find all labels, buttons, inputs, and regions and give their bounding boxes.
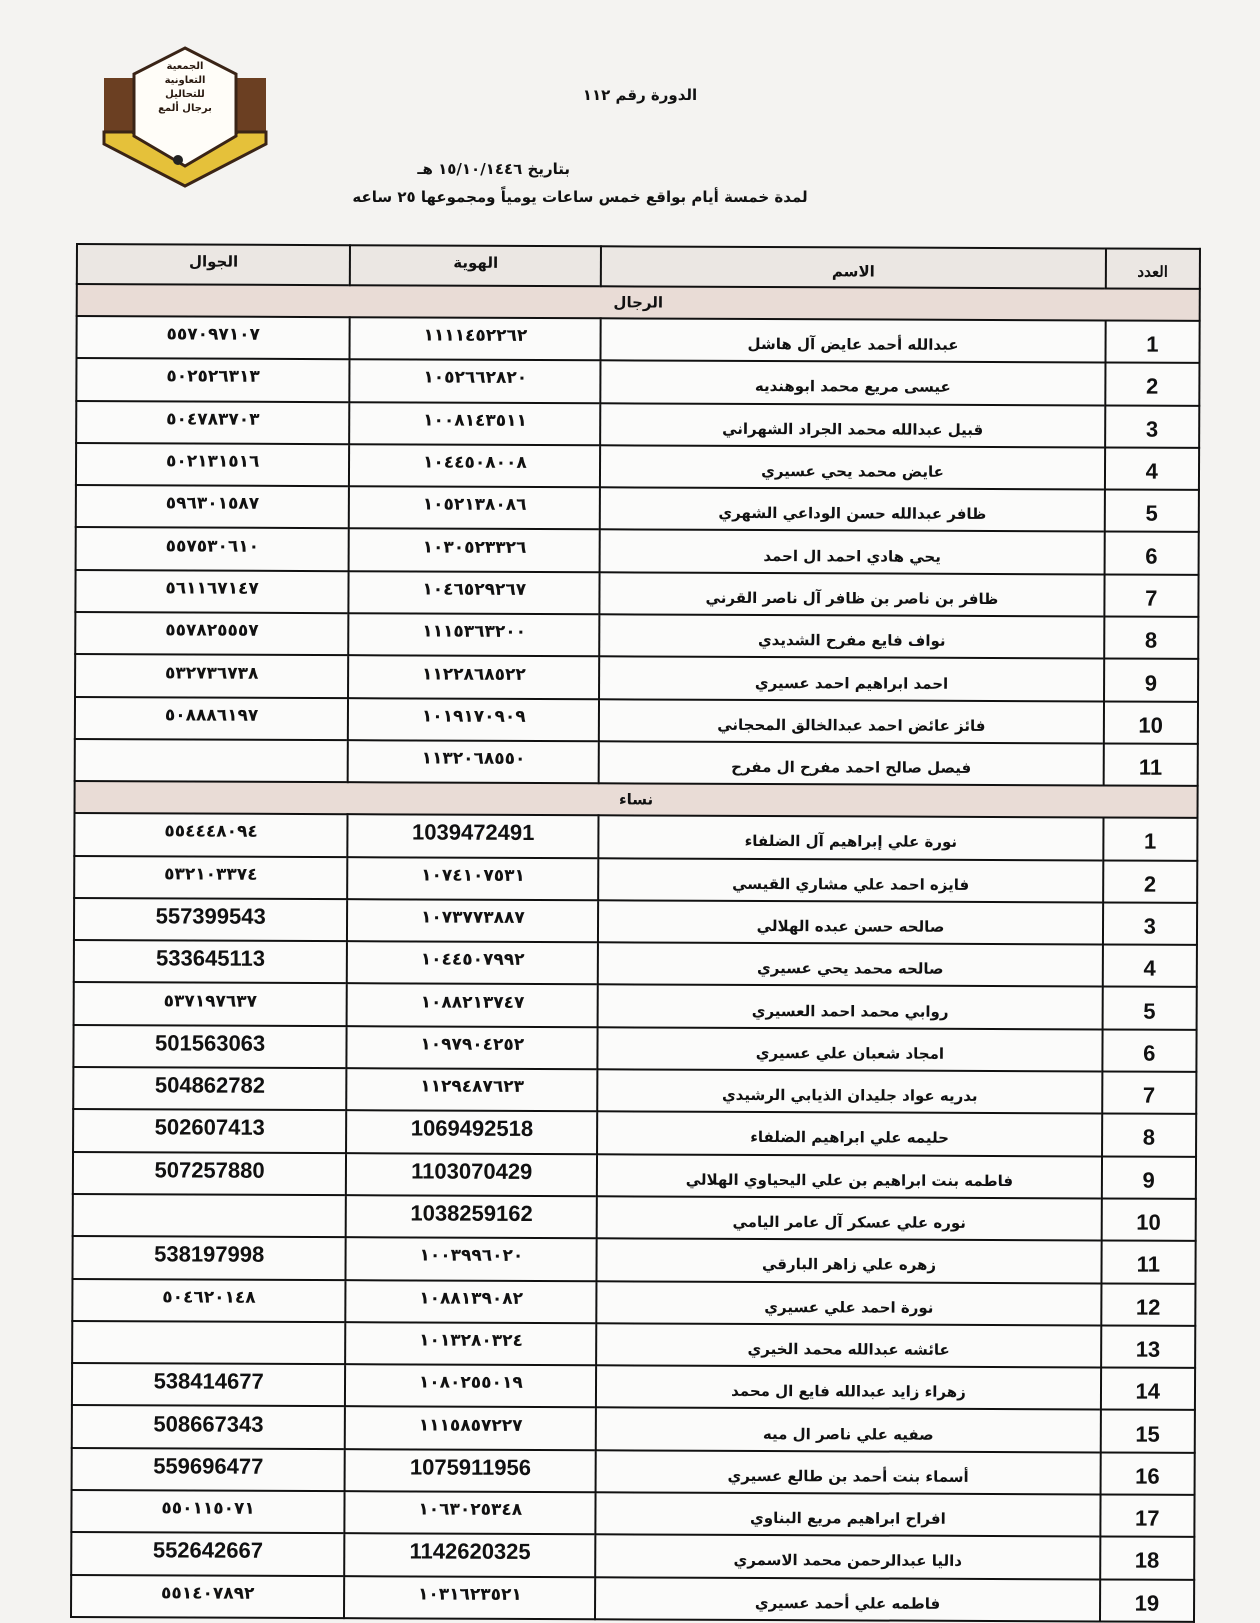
table-row	[71, 1575, 1194, 1622]
national-id: ١١٢٢٨٦٨٥٢٢	[348, 656, 599, 699]
national-id: ١١١١٤٥٢٢٦٢	[350, 317, 601, 360]
participant-name: احمد ابراهيم احمد عسيري	[599, 657, 1103, 701]
logo-text-line: الجمعية	[166, 61, 204, 72]
row-number: 1	[1105, 320, 1200, 363]
participant-name: نواف فايع مفرح الشديدي	[600, 614, 1104, 658]
participant-name: أسماء بنت أحمد بن طالع عسيري	[596, 1450, 1100, 1494]
national-id: ١١١٥٨٥٧٢٢٧	[345, 1407, 596, 1450]
mobile-number: 533645113	[74, 940, 347, 983]
mobile-number: 559696477	[72, 1448, 345, 1491]
column-header-num: العدد	[1105, 248, 1200, 288]
participant-name: بدريه عواد جليدان الذيابي الرشيدي	[598, 1069, 1102, 1113]
national-id: ١٠٨٠٢٥٥٠١٩	[345, 1364, 596, 1407]
row-number: 17	[1100, 1494, 1195, 1537]
mobile-number: ٥٥٠١١٥٠٧١	[71, 1490, 344, 1533]
mobile-number: 504862782	[73, 1067, 346, 1110]
participant-name: عبدالله أحمد عايض آل هاشل	[601, 318, 1105, 362]
logo-bee-icon	[173, 155, 183, 165]
section-header-row	[77, 284, 1200, 321]
table-row	[74, 898, 1197, 945]
national-id: ١٠٩٧٩٠٤٢٥٢	[347, 1026, 598, 1069]
logo-text-line: التعاونية	[164, 75, 206, 86]
row-number: 9	[1101, 1156, 1196, 1199]
column-header-name: الاسم	[601, 246, 1105, 288]
row-number: 11	[1101, 1241, 1196, 1284]
mobile-number: ٥٠٤٧٨٣٧٠٣	[76, 401, 349, 444]
mobile-number: 508667343	[72, 1405, 345, 1448]
mobile-number: ٥٩٦٣٠١٥٨٧	[76, 485, 349, 528]
table-row	[73, 1152, 1196, 1199]
participant-name: عايض محمد يحي عسيري	[600, 445, 1104, 489]
table-row	[75, 697, 1198, 744]
participant-name: فائز عائض احمد عبدالخالق المحجاني	[599, 699, 1103, 743]
mobile-number: 538414677	[72, 1363, 345, 1406]
national-id: 1075911956	[345, 1449, 596, 1492]
participant-name: نورة علي إبراهيم آل الضلفاء	[599, 816, 1103, 860]
course-date: بتاريخ ١٥/١٠/١٤٤٦ هـ	[417, 160, 570, 178]
row-number: 4	[1102, 945, 1197, 988]
participant-name: زهره علي زاهر البارقي	[597, 1239, 1101, 1283]
national-id: 1103070429	[346, 1153, 597, 1196]
national-id: ١٠٣١٦٢٣٥٢١	[344, 1576, 595, 1619]
mobile-number: ٥٣٢٧٣٦٧٣٨	[75, 654, 348, 697]
table-body	[71, 284, 1200, 1622]
participant-name: صالحه محمد يحي عسيري	[598, 942, 1102, 986]
table-row	[74, 982, 1197, 1029]
logo-text	[150, 60, 220, 116]
logo-text-line: برجال ألمع	[158, 103, 212, 114]
row-number: 8	[1102, 1114, 1197, 1157]
national-id: ١٠١٣٢٨٠٣٢٤	[345, 1322, 596, 1365]
logo-text-line: للتحاليل	[165, 89, 205, 100]
row-number: 2	[1103, 860, 1198, 903]
row-number: 4	[1105, 447, 1200, 490]
mobile-number: 507257880	[73, 1152, 346, 1195]
row-number: 8	[1104, 617, 1199, 660]
mobile-number: ٥٥١٤٠٧٨٩٢	[71, 1575, 344, 1618]
table-row	[76, 401, 1199, 448]
row-number: 7	[1104, 574, 1199, 617]
table-row	[75, 570, 1198, 617]
participant-name: فاطمه بنت ابراهيم بن علي اليحياوي الهلالي	[597, 1154, 1101, 1198]
row-number: 1	[1103, 818, 1198, 861]
mobile-number: ٥٣٧١٩٧٦٣٧	[74, 982, 347, 1025]
mobile-number	[72, 1321, 345, 1364]
national-id: 1069492518	[346, 1111, 597, 1154]
national-id: ١٠٠٨١٤٣٥١١	[349, 402, 600, 445]
mobile-number: ٥٥٧٥٣٠٦١٠	[76, 527, 349, 570]
mobile-number: ٥٠٨٨٨٦١٩٧	[75, 697, 348, 740]
mobile-number: 552642667	[71, 1532, 344, 1575]
row-number: 3	[1105, 405, 1200, 448]
participant-name: نوره علي عسكر آل عامر اليامي	[597, 1196, 1101, 1240]
national-id: ١٠٣٠٥٢٣٣٢٦	[349, 529, 600, 572]
course-duration: لمدة خمسة أيام بواقع خمس ساعات يومياً ومجموعها ٢٥ ساعه	[352, 188, 808, 206]
mobile-number: ٥٦١١٦٧١٤٧	[75, 570, 348, 613]
table-row	[71, 1490, 1194, 1537]
table-row	[74, 940, 1197, 987]
participant-name: يحي هادي احمد ال احمد	[600, 530, 1104, 574]
table-row	[75, 739, 1198, 786]
national-id: ١٠٠٣٩٩٦٠٢٠	[346, 1237, 597, 1280]
table-row	[73, 1025, 1196, 1072]
table-row	[72, 1236, 1195, 1283]
row-number: 12	[1101, 1283, 1196, 1326]
national-id: 1039472491	[348, 814, 599, 857]
mobile-number: 538197998	[72, 1236, 345, 1279]
national-id: ١١١٥٣٦٣٢٠٠	[348, 613, 599, 656]
table-row	[71, 1532, 1194, 1579]
mobile-number: 557399543	[74, 898, 347, 941]
row-number: 11	[1103, 743, 1198, 786]
participant-name: امجاد شعبان علي عسيري	[598, 1027, 1102, 1071]
row-number: 10	[1101, 1198, 1196, 1241]
row-number: 5	[1102, 987, 1197, 1030]
participant-name: روابي محمد احمد العسيري	[598, 985, 1102, 1029]
table-row	[76, 316, 1199, 363]
national-id: ١٠٨٨٢١٣٧٤٧	[347, 984, 598, 1027]
mobile-number	[73, 1194, 346, 1237]
national-id: ١٠٤٤٥٠٨٠٠٨	[349, 444, 600, 487]
mobile-number	[75, 739, 348, 782]
row-number: 15	[1100, 1410, 1195, 1453]
national-id: ١١٣٢٠٦٨٥٥٠	[348, 740, 599, 783]
participant-name: قبيل عبدالله محمد الجراد الشهراني	[600, 403, 1104, 447]
table-row	[74, 813, 1197, 860]
mobile-number: ٥٥٧٠٩٧١٠٧	[76, 316, 349, 359]
mobile-number: ٥٣٢١٠٣٣٧٤	[74, 856, 347, 899]
table-row	[76, 527, 1199, 574]
table-row	[73, 1067, 1196, 1114]
national-id: 1038259162	[346, 1195, 597, 1238]
mobile-number: ٥٥٤٤٤٨٠٩٤	[74, 813, 347, 856]
table-row	[72, 1321, 1195, 1368]
participant-name: عائشه عبدالله محمد الخيري	[596, 1323, 1100, 1367]
table-header-row	[77, 244, 1200, 289]
mobile-number: 501563063	[73, 1025, 346, 1068]
row-number: 10	[1103, 701, 1198, 744]
row-number: 16	[1100, 1452, 1195, 1495]
table-row	[73, 1194, 1196, 1241]
row-number: 5	[1104, 490, 1199, 533]
participant-name: حليمه علي ابراهيم الضلفاء	[597, 1112, 1101, 1156]
table-row	[72, 1363, 1195, 1410]
table-row	[74, 856, 1197, 903]
participant-name: زهراء زايد عبدالله فايع ال محمد	[596, 1365, 1100, 1409]
participants-table	[70, 243, 1201, 1623]
participant-name: ظافر بن ناصر بن ظافر آل ناصر القرني	[600, 572, 1104, 616]
mobile-number: 502607413	[73, 1109, 346, 1152]
table-row	[72, 1448, 1195, 1495]
row-number: 14	[1101, 1368, 1196, 1411]
section-title: الرجال	[77, 284, 1200, 321]
participant-name: صالحه حسن عبده الهلالي	[598, 900, 1102, 944]
row-number: 19	[1100, 1579, 1195, 1622]
national-id: ١٠٤٤٥٠٧٩٩٢	[347, 941, 598, 984]
national-id: ١٠٧٣٧٧٣٨٨٧	[347, 899, 598, 942]
participant-name: ظافر عبدالله حسن الوداعي الشهري	[600, 487, 1104, 531]
participant-name: نورة احمد علي عسيري	[597, 1281, 1101, 1325]
national-id: ١٠٥٢٦٦٢٨٢٠	[350, 359, 601, 402]
national-id: ١٠٨٨١٣٩٠٨٢	[346, 1280, 597, 1323]
logo-left-pillar	[104, 78, 134, 136]
row-number: 3	[1103, 902, 1198, 945]
row-number: 6	[1102, 1029, 1197, 1072]
participant-name: فايزه احمد علي مشاري القيسي	[598, 858, 1102, 902]
table-row	[73, 1109, 1196, 1156]
participant-name: فاطمه علي أحمد عسيري	[595, 1577, 1099, 1621]
mobile-number: ٥٠٢٥٢٦٣١٣	[76, 358, 349, 401]
national-id: ١٠١٩١٧٠٩٠٩	[348, 698, 599, 741]
mobile-number: ٥٠٤٦٢٠١٤٨	[72, 1279, 345, 1322]
national-id: ١٠٤٦٥٢٩٢٦٧	[349, 571, 600, 614]
row-number: 18	[1100, 1537, 1195, 1580]
section-title: نساء	[75, 781, 1198, 818]
table-row	[72, 1279, 1195, 1326]
participant-name: فيصل صالح احمد مفرح ال مفرح	[599, 741, 1103, 785]
table-row	[76, 358, 1199, 405]
association-logo	[98, 44, 272, 190]
table-row	[76, 485, 1199, 532]
national-id: ١١٢٩٤٨٧٦٢٣	[346, 1068, 597, 1111]
national-id: 1142620325	[344, 1533, 595, 1576]
row-number: 6	[1104, 532, 1199, 575]
row-number: 2	[1105, 363, 1200, 406]
table-row	[76, 443, 1199, 490]
column-header-id: الهوية	[350, 245, 601, 286]
participant-name: صفيه علي ناصر ال ميه	[596, 1408, 1100, 1452]
participant-name: افراح ابراهيم مريع البناوي	[596, 1492, 1100, 1536]
column-header-phone: الجوال	[77, 244, 350, 285]
row-number: 7	[1102, 1072, 1197, 1115]
table-row	[72, 1405, 1195, 1452]
table-row	[75, 654, 1198, 701]
national-id: ١٠٧٤١٠٧٥٣١	[347, 857, 598, 900]
row-number: 9	[1104, 659, 1199, 702]
logo-right-pillar	[236, 78, 266, 136]
mobile-number: ٥٥٧٨٢٥٥٥٧	[75, 612, 348, 655]
row-number: 13	[1101, 1325, 1196, 1368]
table-row	[75, 612, 1198, 659]
mobile-number: ٥٠٢١٣١٥١٦	[76, 443, 349, 486]
national-id: ١٠٥٢١٣٨٠٨٦	[349, 486, 600, 529]
participant-name: عيسى مريع محمد ابوهنديه	[601, 361, 1105, 405]
section-header-row	[75, 781, 1198, 818]
course-title: الدورة رقم ١١٢	[582, 86, 698, 104]
national-id: ١٠٦٣٠٢٥٣٤٨	[345, 1491, 596, 1534]
participant-name: داليا عبدالرحمن محمد الاسمري	[596, 1535, 1100, 1579]
